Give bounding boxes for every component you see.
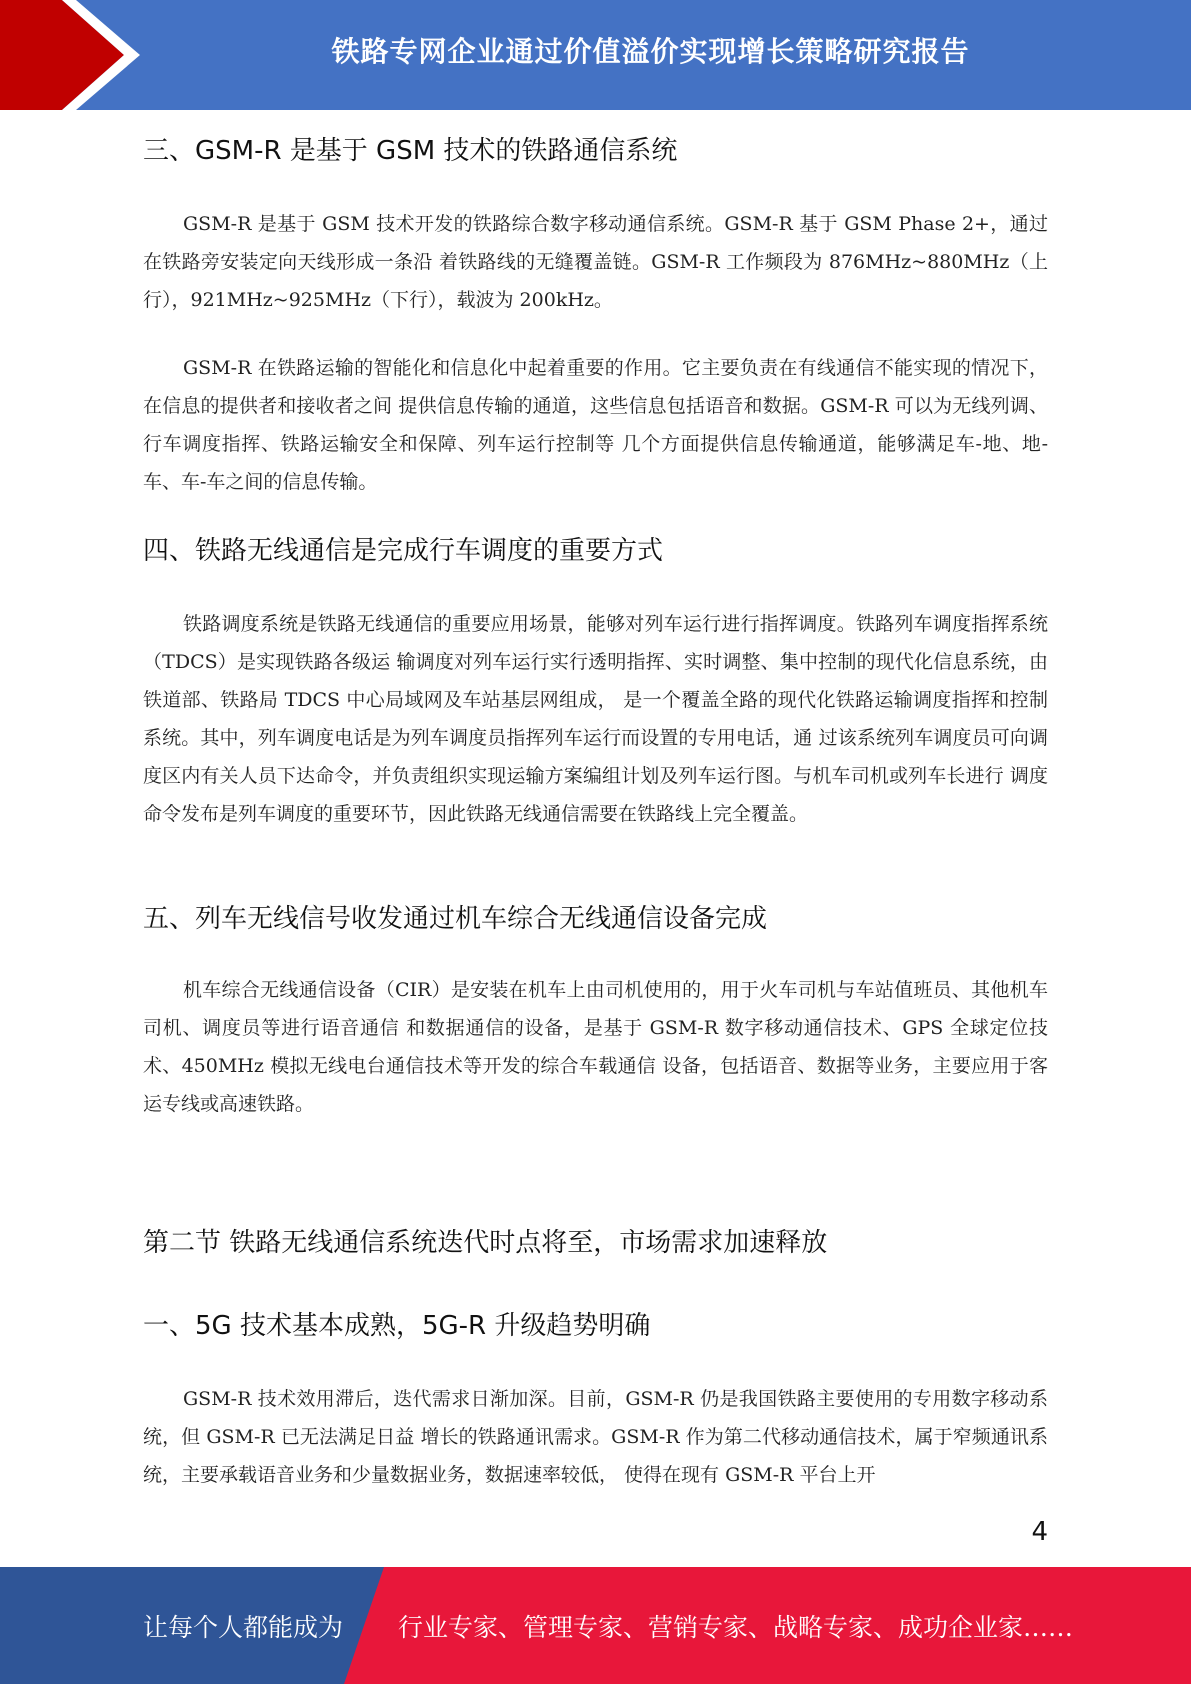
chapter-section-heading: 第二节 铁路无线通信系统迭代时点将至，市场需求加速释放 (143, 1228, 828, 1258)
section-heading: 五、列车无线信号收发通过机车综合无线通信设备完成 (143, 904, 768, 934)
footer-slogan-right: 行业专家、管理专家、营销专家、战略专家、成功企业家…… (398, 1612, 1074, 1642)
page-footer (0, 1567, 1191, 1684)
section-paragraph: 机车综合无线通信设备（CIR）是安装在机车上由司机使用的，用于火车司机与车站值班员、其他机车司机、调度员等进行语音通信 和数据通信的设备，是基于 GSM-R 数字移动通信技术、GPS 全球定位技术、450MHz 模拟无线电台通信技术等开发的综合车载通信 设备，包括语音、数据等业务，主要应用于客运专线或高速铁路。 (143, 979, 1048, 1115)
section-heading: 四、铁路无线通信是完成行车调度的重要方式 (143, 536, 664, 566)
header-arrow-decoration (0, 0, 160, 110)
section-paragraph: GSM-R 在铁路运输的智能化和信息化中起着重要的作用。它主要负责在有线通信不能实现的情况下，在信息的提供者和接收者之间 提供信息传输的通道，这些信息包括语音和数据。GSM-R 可以为无线列调、行车调度指挥、铁路运输安全和保障、列车运行控制等 几个方面提供信息传输通道，能够满足车-地、地-车、车-车之间的信息传输。 (143, 357, 1048, 493)
section-paragraph: GSM-R 技术效用滞后，迭代需求日渐加深。目前，GSM-R 仍是我国铁路主要使用的专用数字移动系统，但 GSM-R 已无法满足日益 增长的铁路通讯需求。GSM-R 作为第二代移动通信技术，属于窄频通讯系统，主要承载语音业务和少量数据业务，数据速率较低， 使得在现有 GSM-R 平台上开 (143, 1388, 1048, 1486)
page-number: 4 (1031, 1517, 1048, 1547)
footer-slogan-left: 让每个人都能成为 (143, 1612, 344, 1642)
section-paragraph: 铁路调度系统是铁路无线通信的重要应用场景，能够对列车运行进行指挥调度。铁路列车调度指挥系统（TDCS）是实现铁路各级运 输调度对列车运行实行透明指挥、实时调整、集中控制的现代化信息系统，由铁道部、铁路局 TDCS 中心局域网及车站基层网组成， 是一个覆盖全路的现代化铁路运输调度指挥和控制系统。其中，列车调度电话是为列车调度员指挥列车运行而设置的专用电话，通 过该系统列车调度员可向调度区内有关人员下达命令，并负责组织实现运输方案编组计划及列车运行图。与机车司机或列车长进行 调度命令发布是列车调度的重要环节，因此铁路无线通信需要在铁路线上完全覆盖。 (143, 613, 1048, 825)
section-heading: 三、GSM-R 是基于 GSM 技术的铁路通信系统 (143, 136, 678, 166)
section-heading: 一、5G 技术基本成熟，5G-R 升级趋势明确 (143, 1311, 651, 1341)
page-header (0, 0, 1191, 110)
section-paragraph: GSM-R 是基于 GSM 技术开发的铁路综合数字移动通信系统。GSM-R 基于 GSM Phase 2+，通过在铁路旁安装定向天线形成一条沿 着铁路线的无缝覆盖链。GSM-R 工作频段为 876MHz~880MHz（上行），921MHz~925MHz（下行），载波为 200kHz。 (143, 213, 1048, 311)
report-title: 铁路专网企业通过价值溢价实现增长策略研究报告 (331, 35, 970, 68)
